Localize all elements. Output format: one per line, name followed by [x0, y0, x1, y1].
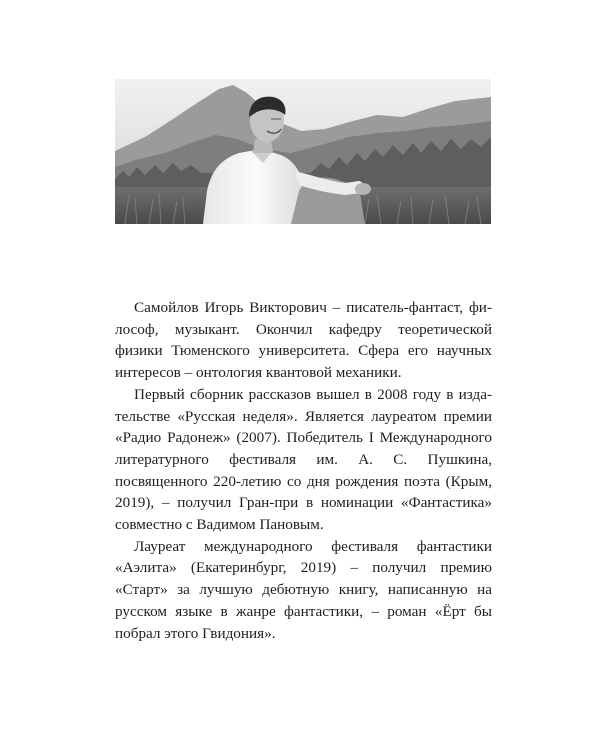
bio-paragraph: Первый сборник рассказов вышел в 2008 году в издательстве «Русская неделя». Является лауреатом премии «Радио Радонеж» (2007). Победитель I Международного литературного фестиваля им. А. С. Пушкина, посвященного 220-летию со дня рождения поэта (Крым, 2019), – получил Гран-при в номинации «Фантастика» совместно с Вадимом Пановым.: [115, 385, 492, 534]
author-biography: [115, 297, 492, 644]
author-photo-image: [115, 79, 491, 224]
bio-paragraph: Лауреат международного фестиваля фантастики «Аэлита» (Екатеринбург, 2019) – получил премию «Старт» за лучшую дебютную книгу, написанную на русском языке в жанре фантастики, – роман «Ёрт бы побрал этого Гвидония».: [115, 537, 492, 642]
author-photo: [115, 79, 491, 224]
bio-paragraph: Самойлов Игорь Викторович – писатель-фантаст, философ, музыкант. Окончил кафедру теоретической физики Тюменского университета. Сфера его научных интересов – онтология квантовой механики.: [115, 299, 492, 382]
